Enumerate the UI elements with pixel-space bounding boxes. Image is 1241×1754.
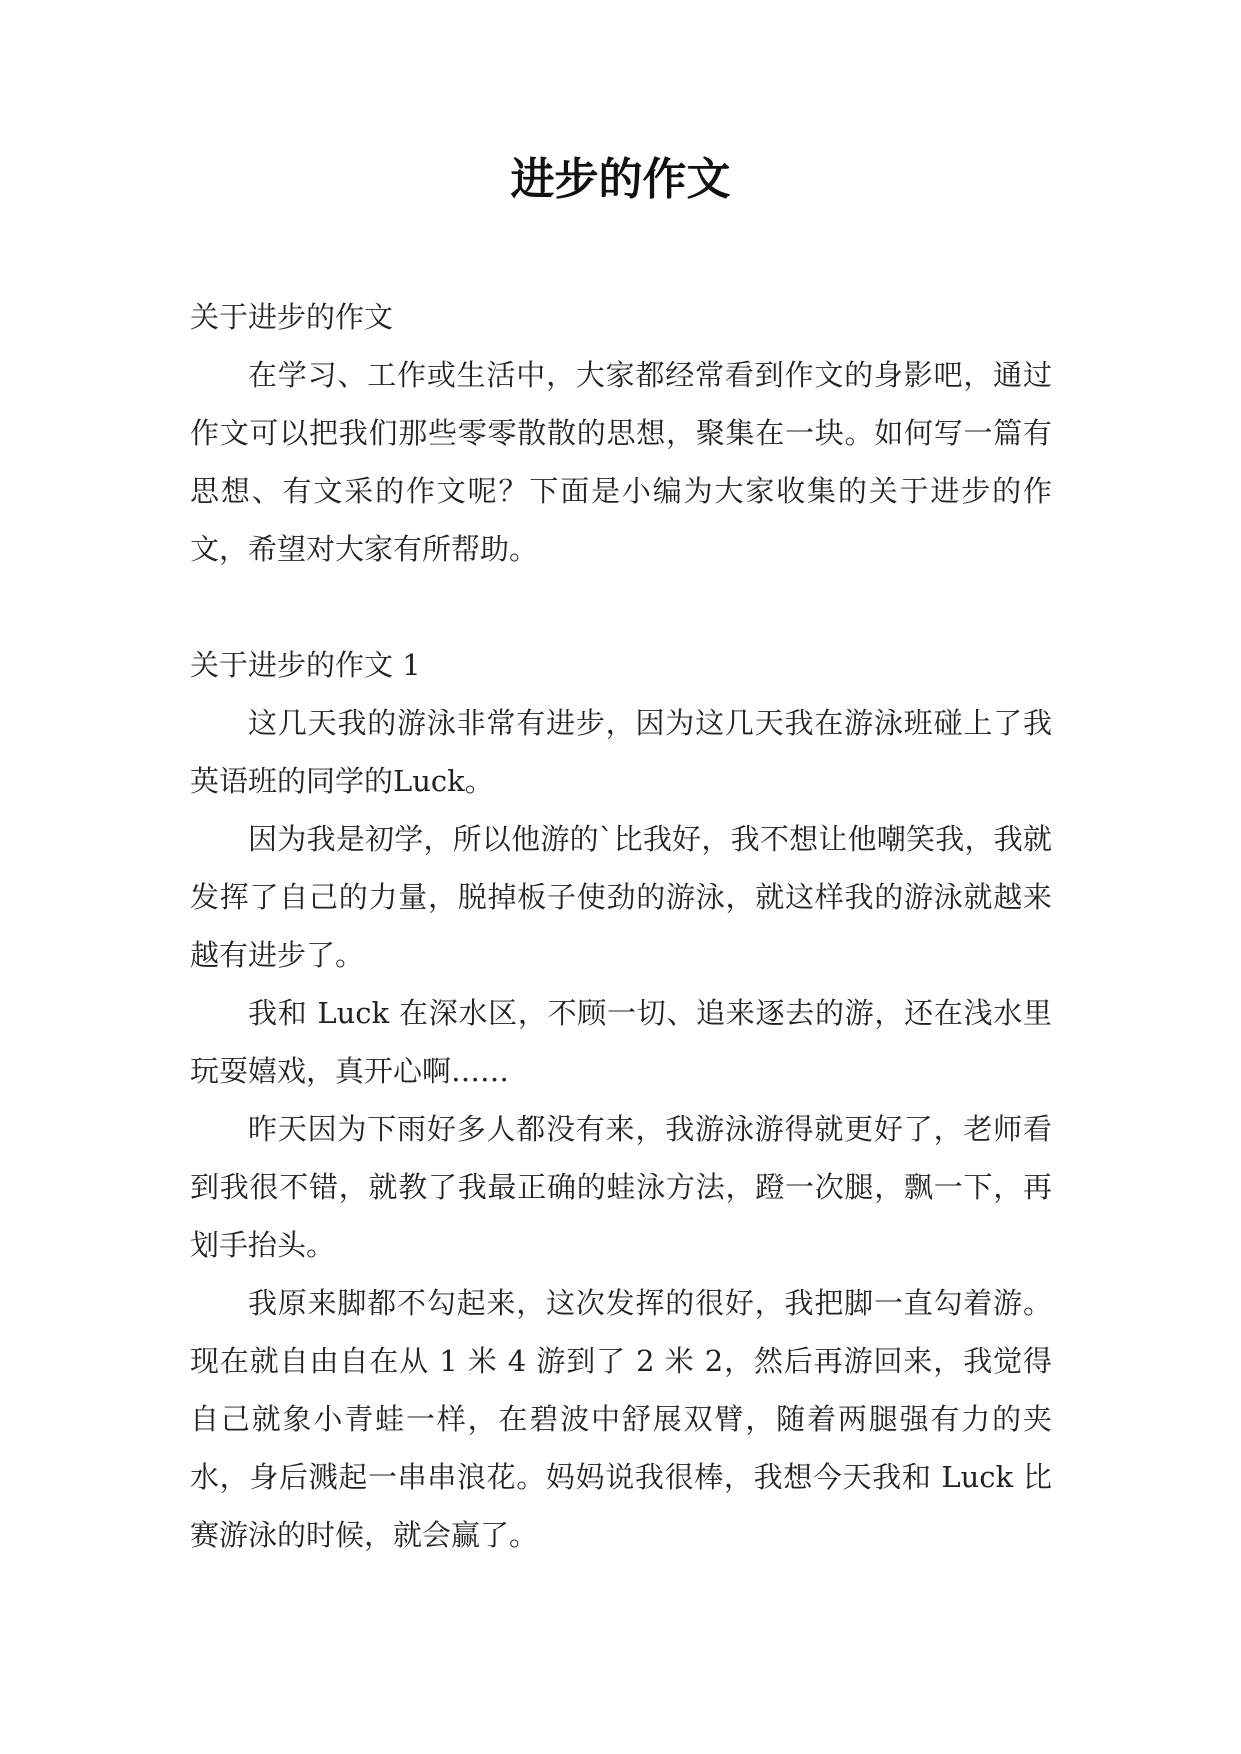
essay1-heading: 关于进步的作文 1 (190, 648, 421, 682)
essay1-paragraph: 我和 Luck 在深水区，不顾一切、追来逐去的游，还在浅水里玩耍嬉戏，真开心啊…… (190, 996, 1052, 1088)
intro-paragraph: 在学习、工作或生活中，大家都经常看到作文的身影吧，通过作文可以把我们那些零零散散的思想，聚集在一块。如何写一篇有思想、有文采的作文呢？下面是小编为大家收集的关于进步的作文，希望对大家有所帮助。 (190, 358, 1052, 566)
document-title: 进步的作文 (510, 154, 731, 205)
document-body (190, 288, 1052, 1564)
essay1-paragraph: 因为我是初学，所以他游的`比我好，我不想让他嘲笑我，我就发挥了自己的力量，脱掉板子使劲的游泳，就这样我的游泳就越来越有进步了。 (190, 822, 1052, 972)
essay1-paragraph: 这几天我的游泳非常有进步，因为这几天我在游泳班碰上了我英语班的同学的Luck。 (190, 706, 1052, 798)
section-spacer (190, 578, 1052, 636)
intro-heading: 关于进步的作文 (190, 300, 394, 334)
essay1-paragraph: 昨天因为下雨好多人都没有来，我游泳游得就更好了，老师看到我很不错，就教了我最正确的蛙泳方法，蹬一次腿，飘一下，再划手抬头。 (190, 1112, 1052, 1262)
essay1-paragraph: 我原来脚都不勾起来，这次发挥的很好，我把脚一直勾着游。现在就自由自在从 1 米 4 游到了 2 米 2，然后再游回来，我觉得自己就象小青蛙一样，在碧波中舒展双臂，随着两腿强有力的夹水，身后溅起一串串浪花。妈妈说我很棒，我想今天我和 Luck 比赛游泳的时候，就会赢了。 (190, 1286, 1052, 1552)
